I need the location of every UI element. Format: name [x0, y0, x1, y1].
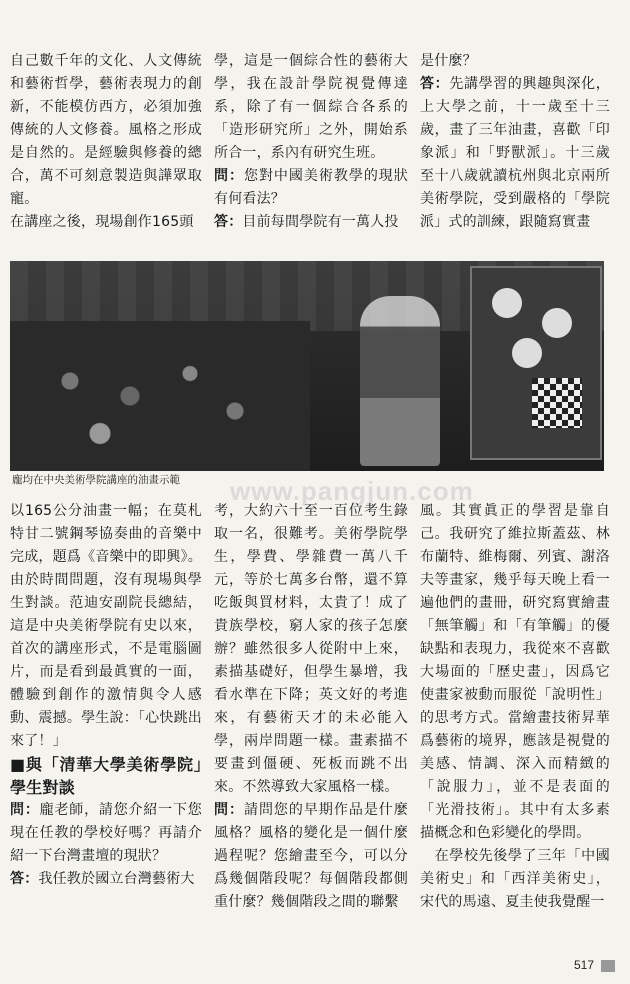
lecture-photo [10, 261, 604, 471]
qa-text: 龐老師，請您介紹一下您現在任教的學校好嗎？再請介紹一下台灣畫壇的現狀？ [10, 802, 202, 864]
photo-audience [10, 321, 310, 471]
page-number: 517 [574, 958, 595, 972]
qa-text: 請問您的早期作品是什麼風格？風格的變化是一個什麼過程呢？您繪畫至今，可以分爲幾個階段呢？每個階段都側重什麼？幾個階段之間的聯繫 [214, 802, 408, 910]
qa-text: 我任教於國立台灣藝術大 [38, 871, 195, 887]
paragraph: 考，大約六十至一百位考生錄取一名，很難考。美術學院學生，學費、學雜費一萬八千元，等於七萬多台幣，還不算吃飯與買材料，太貴了！成了貴族學校，窮人家的孩子怎麼辦？雖然很多人從附中上來，素描基礎好，但學生暴增，我看水準在下降；英文好的考進來，有藝術天才的未必能入學，兩岸問題一樣。畫素描不要畫到僵硬、死板而跳不出來。不然導致大家風格一樣。 [214, 503, 408, 795]
qa-label: 問： [10, 802, 40, 818]
paragraph: 風。其實眞正的學習是靠自己。我研究了維拉斯蓋茲、林布蘭特、維梅爾、列賓、謝洛夫等畫家，幾乎每天晚上看一遍他們的畫冊，研究寫實繪畫「無筆觸」和「有筆觸」的優缺點和表現力，我從來不喜歡大場面的「歷史畫」，因爲它使畫家被動而服從「說明性」的思考方式。當繪畫技術昇華爲藝術的境界，應該是視覺的美感、情調、深入而精緻的「說服力」，並不是表面的「光滑技術」。其中有太多素描概念和色彩變化的學問。 [420, 503, 610, 841]
qa-paragraph [214, 799, 408, 914]
qa-text: 您對中國美術教學的現狀有何看法？ [214, 168, 408, 207]
text-column-bottom-1 [10, 500, 202, 891]
paragraph: 在學校先後學了三年「中國美術史」和「西洋美術史」，宋代的馬遠、夏圭使我覺醒一 [420, 848, 610, 910]
qa-label: 答： [214, 214, 243, 230]
paragraph: 自己數千年的文化、人文傳統和藝術哲學，藝術表現力的創新，不能模仿西方，必須加強傳統的人文修養。風格之形成是自然的。是經驗與修養的總合，萬不可刻意製造與譁眾取寵。 [10, 53, 202, 207]
qa-label: 答： [420, 76, 450, 92]
qa-label: 答： [10, 871, 39, 887]
qa-label: 問： [214, 802, 244, 818]
qa-text: 目前每間學院有一萬人投 [242, 214, 399, 230]
qa-text: 先講學習的興趣與深化，上大學之前，十一歲至十三歲，畫了三年油畫，喜歡「印象派」和「野獸派」。十三歲至十八歲就讀杭州與北京兩所美術學院，受到嚴格的「學院派」式的訓練，跟隨寫實畫 [420, 76, 611, 230]
qa-paragraph [214, 165, 408, 211]
paragraph: 在講座之後，現場創作165頭 [10, 214, 194, 230]
text-column-top-1 [10, 50, 202, 234]
photo-painting [470, 266, 602, 460]
text-column-bottom-3 [420, 500, 610, 914]
watermark: www.pangjun.com [230, 476, 474, 506]
text-column-top-2 [214, 50, 408, 234]
text-column-top-3 [420, 50, 610, 234]
photo-painter [360, 296, 440, 466]
qa-paragraph [420, 73, 610, 234]
text-column-bottom-2 [214, 500, 408, 914]
qa-paragraph [214, 211, 408, 234]
photo-caption: 龐均在中央美術學院講座的油畫示範 [12, 474, 180, 486]
paragraph: 以165公分油畫一幅；在莫札特甘二號鋼琴協奏曲的音樂中完成，題爲《音樂中的即興》。由於時間問題，沒有現場與學生對談。范迪安副院長總結，這是中央美術學院有史以來，首次的講座形式，不是電腦圖片，而是看到最眞實的一面，體驗到創作的激情與令人感動、震撼。學生說：「心快跳出來了！」 [10, 503, 202, 749]
paragraph: 是什麼？ [420, 53, 477, 69]
qa-paragraph [10, 799, 202, 868]
paragraph: 學，這是一個綜合性的藝術大學，我在設計學院視覺傳達系，除了有一個綜合各系的「造形研究所」之外，開始系所合一，系內有研究生班。 [214, 53, 408, 161]
section-heading: ■與「清華大學美術學院」學生對談 [10, 755, 202, 797]
page-number-tab [601, 960, 615, 972]
qa-label: 問： [214, 168, 244, 184]
qa-paragraph [10, 868, 202, 891]
